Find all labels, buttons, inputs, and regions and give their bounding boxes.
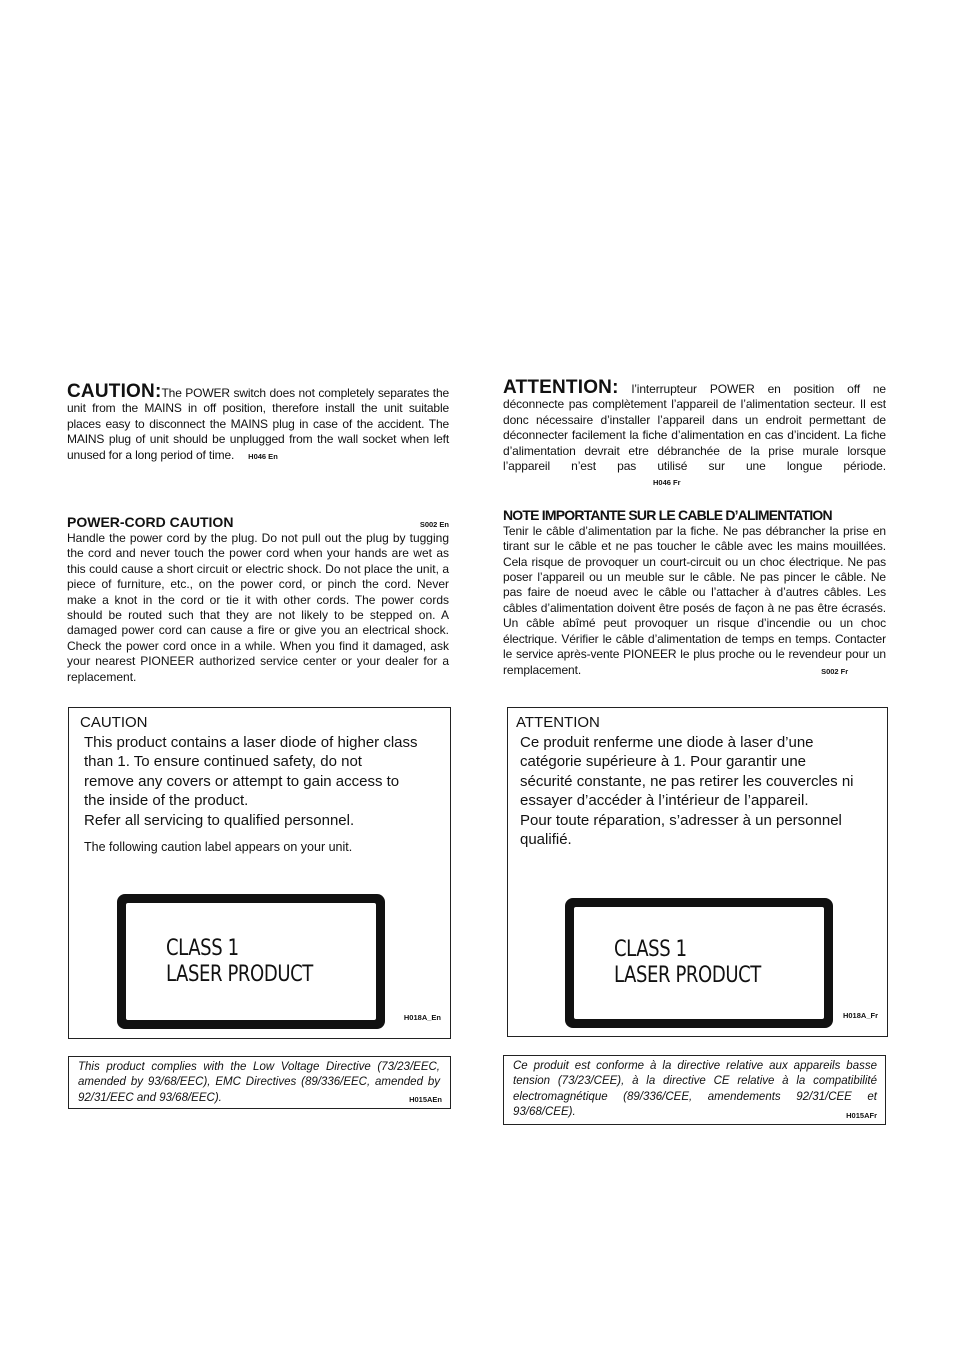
laser-line: than 1. To ensure continued safety, do not <box>84 753 362 771</box>
laser-box-title: ATTENTION <box>516 714 600 731</box>
laser-line: the inside of the product. <box>84 792 249 810</box>
directive-text: Ce produit est conforme à la directive relative aux appareils basse tension (73/23/CEE), à la directive CE relative à la compatibilité electromagnétique (89/336/CEE, amendements 92/31/CEE et 93/68/CEE). <box>513 1060 877 1118</box>
laser-line: Pour toute réparation, s’adresser à un personnel <box>520 811 842 829</box>
laser-line: qualifié. <box>520 831 572 849</box>
laser-box-text <box>84 733 418 830</box>
power-cord-code: S002 En <box>419 520 449 530</box>
caution-text: The POWER switch does not completely separates the unit from the MAINS in off position, therefore install the unit suitable places easy to disconnect the MAINS plug in case of the accident. The MAINS plug of unit should be unplugged from the wall socket when left unused for a long period of time. <box>67 386 449 462</box>
laser-label-note: The following caution label appears on your unit. <box>84 840 353 854</box>
english-column <box>67 380 449 685</box>
directive-code: H015AFr <box>846 1111 877 1120</box>
laser-box-code: H018A_Fr <box>842 1011 878 1020</box>
caution-title: CAUTION: <box>67 381 162 402</box>
label-line-1: CLASS 1 <box>166 936 239 961</box>
laser-line: catégorie supérieure à 1. Pour garantir une <box>520 753 807 771</box>
directive-box <box>68 1056 451 1109</box>
cable-text: Tenir le câble d’alimentation par la fiche. Ne pas débrancher la prise en tirant sur le câble et ne pas toucher le câble avec les mains mouillées. Cela risque de provoquer un court-circuit ou un choc électrique. Ne pas poser l’appareil ou un meuble sur le câble. Ne pas pincer le câble. Ne pas faire de noeud avec le câble ou l’attacher à d’autres câbles. Les câbles d’alimentation doivent être posés de façon à ne pas être écrasés. Un câble abîmé peut provoquer un risque d’incendie ou un choc électrique. Vérifier le câble d’alimentation de temps en temps. Contacter le service après-vente PIONEER le plus proche ou le revendeur pour un remplacement. <box>503 523 886 677</box>
caution-code: H046 En <box>248 451 278 461</box>
power-cord-title: POWER-CORD CAUTION <box>67 514 234 531</box>
power-cord-text: Handle the power cord by the plug. Do not pull out the plug by tugging the cord and never touch the power cord when your hands are wet as this could cause a short circuit or electric shock. Do not place the unit, a piece of furniture, etc., on the power cord, or pinch the cord. Never make a knot in the cord or tie it with other cords. The power cords should be routed such that they are not likely to be stepped on. A damaged power cord can cause a fire or give you an electrical shock. Check the power cord once in a while. When you find it damaged, ask your nearest PIONEER authorized service center or your dealer for a replacement. <box>67 531 449 684</box>
directive-code: H015AEn <box>409 1095 442 1104</box>
laser-line: remove any covers or attempt to gain access to <box>84 772 400 790</box>
attention-text: l’interrupteur POWER en position off ne déconnecte pas complètement l’appareil de l’alimentation secteur. Il est donc nécessaire d’installer l’appareil dans un endroit permettant de déconnecter facilement la fiche d’alimentation en cas d’incident. La fiche d’alimentation devrait etre débranchée de la prise murale lorsque l’appareil n’est pas utilisé sur une longue période. <box>503 382 886 474</box>
laser-attention-box <box>507 707 888 1037</box>
laser-line: Ce produit renferme une diode à laser d’une <box>520 734 814 751</box>
french-column <box>503 377 886 679</box>
laser-line: This product contains a laser diode of higher class <box>84 734 418 751</box>
label-line-2: LASER PRODUCT <box>166 962 313 987</box>
class1-laser-label <box>117 894 385 1029</box>
cable-paragraph <box>503 524 886 679</box>
cable-code: S002 Fr <box>821 666 849 676</box>
caution-paragraph <box>67 381 449 464</box>
laser-box-title: CAUTION <box>80 714 148 731</box>
label-line-2: LASER PRODUCT <box>614 963 761 988</box>
directive-box <box>503 1055 886 1125</box>
laser-box-code: H018A_En <box>403 1013 441 1022</box>
cable-heading <box>503 507 886 523</box>
attention-paragraph <box>503 377 886 491</box>
power-cord-heading <box>67 514 449 530</box>
attention-code: H046 Fr <box>653 478 681 488</box>
laser-line: sécurité constante, ne pas retirer les couvercles ni <box>520 772 854 790</box>
laser-line: essayer d’accéder à l’intérieur de l’appareil. <box>520 792 809 810</box>
directive-text: This product complies with the Low Voltage Directive (73/23/EEC, amended by 93/68/EEC), EMC Directives (89/336/EEC, amended by 92/31/EEC and 93/68/EEC). <box>78 1061 440 1104</box>
class1-laser-label <box>565 898 833 1028</box>
laser-box-text <box>520 733 854 849</box>
laser-caution-box <box>68 707 451 1039</box>
attention-title: ATTENTION: <box>503 377 619 398</box>
laser-line: Refer all servicing to qualified personnel. <box>84 811 355 829</box>
cable-title: NOTE IMPORTANTE SUR LE CABLE D’ALIMENTATION <box>503 506 832 523</box>
label-line-1: CLASS 1 <box>614 937 687 962</box>
